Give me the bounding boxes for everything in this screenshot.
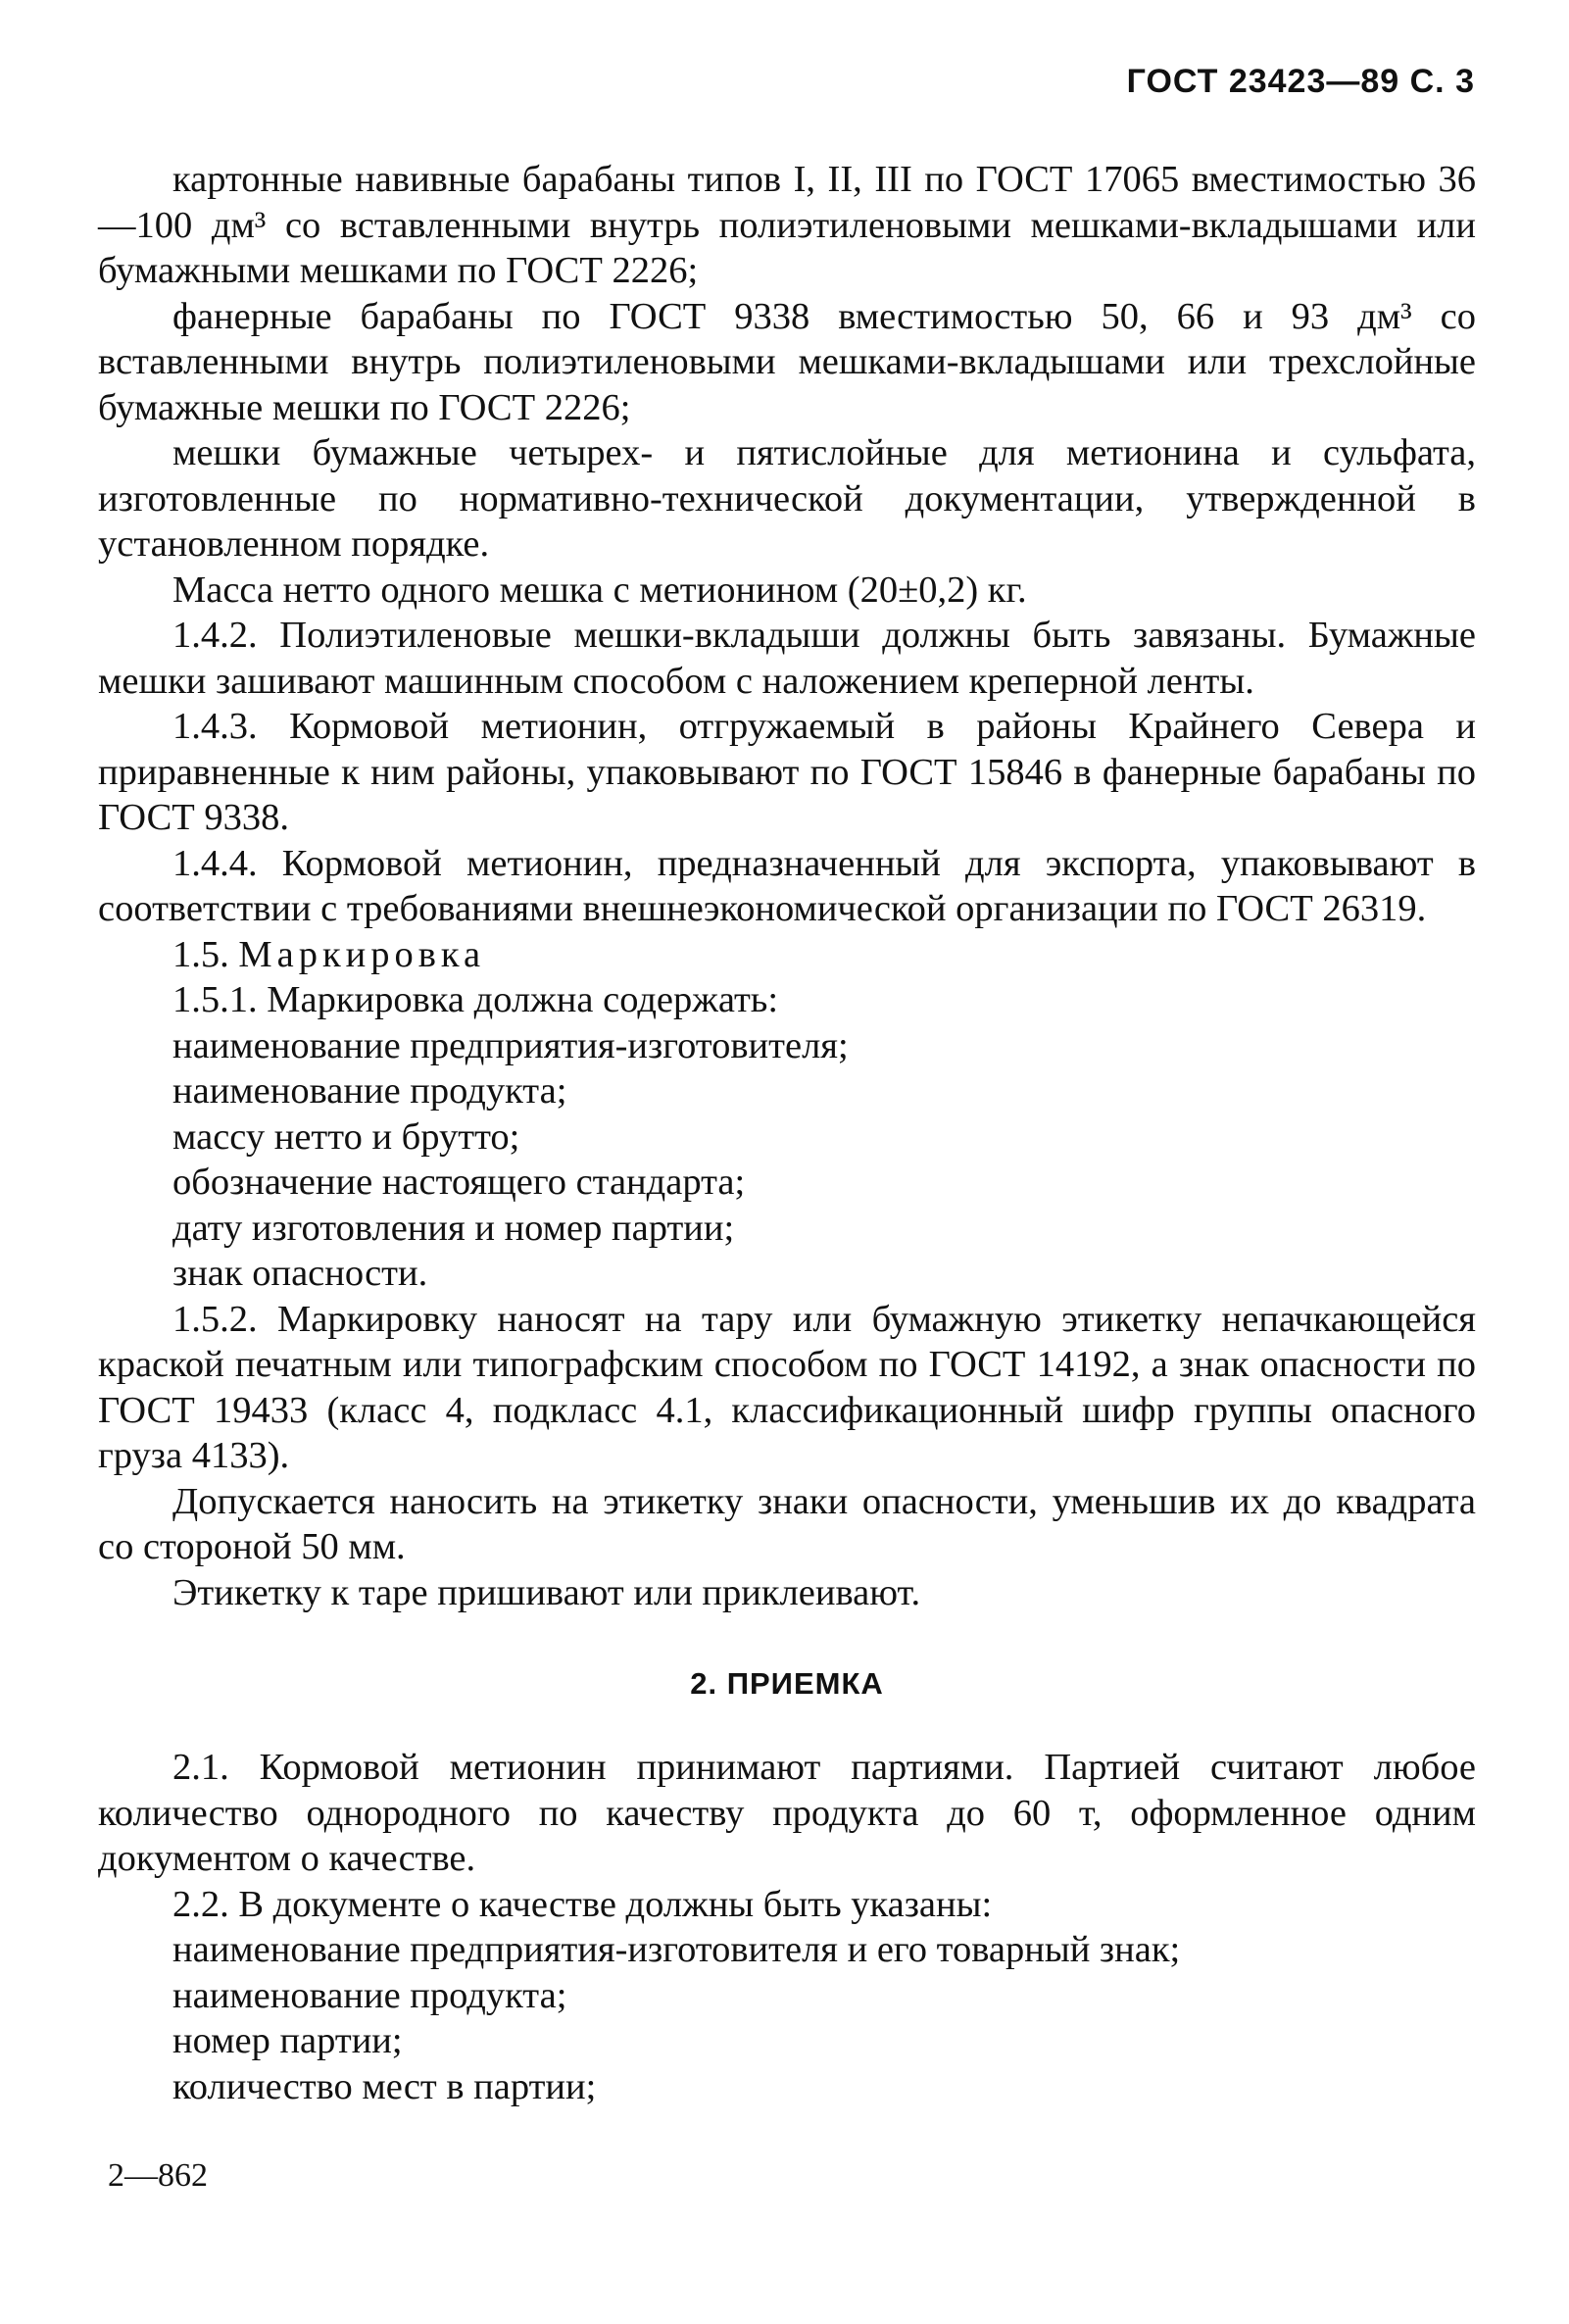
list-item: наименование предприятия-изготовителя и его товарный знак; xyxy=(172,1929,1181,1970)
paragraph: картонные навивные барабаны типов I, II, III по ГОСТ 17065 вместимостью 36—100 дм³ со вставленными внутрь полиэтиленовыми мешками-вкладышами или бумажными мешками по ГОСТ 2226; xyxy=(98,159,1476,291)
page-footer: 2—862 xyxy=(108,2157,208,2194)
paragraph: фанерные барабаны по ГОСТ 9338 вместимостью 50, 66 и 93 дм³ со вставленными внутрь полиэтиленовыми мешками-вкладышами или трехслойные бумажные мешки по ГОСТ 2226; xyxy=(98,295,1476,428)
list-item: наименование предприятия-изготовителя; xyxy=(172,1024,849,1066)
section-title: 2. ПРИЕМКА xyxy=(690,1666,884,1701)
document-body xyxy=(98,157,1476,2109)
paragraph: Этикетку к таре пришивают или приклеивают. xyxy=(172,1571,921,1613)
list-item: знак опасности. xyxy=(172,1253,428,1294)
paragraph: 1.4.3. Кормовой метионин, отгружаемый в районы Крайнего Севера и приравненные к ним районы, упаковывают по ГОСТ 15846 в фанерные барабаны по ГОСТ 9338. xyxy=(98,706,1476,838)
list-item: дату изготовления и номер партии; xyxy=(172,1207,735,1249)
paragraph: мешки бумажные четырех- и пятислойные для метионина и сульфата, изготовленные по нормативно-технической документации, утвержденной в установленном порядке. xyxy=(98,432,1476,565)
page-header: ГОСТ 23423—89 С. 3 xyxy=(1126,63,1475,100)
paragraph: 2.2. В документе о качестве должны быть указаны: xyxy=(172,1883,993,1925)
list-item: обозначение настоящего стандарта; xyxy=(172,1162,746,1203)
list-item: наименование продукта; xyxy=(172,1974,567,2016)
paragraph: 1.5.1. Маркировка должна содержать: xyxy=(172,979,779,1020)
paragraph: 1.5.2. Маркировку наносят на тару или бумажную этикетку непачкающейся краской печатным или типографским способом по ГОСТ 14192, а знак опасности по ГОСТ 19433 (класс 4, подкласс 4.1, классификационный шифр группы опасного груза 4133). xyxy=(98,1298,1476,1476)
subsection-number: 1.5. xyxy=(172,933,229,975)
subsection-heading xyxy=(172,932,1476,978)
paragraph: 1.4.4. Кормовой метионин, предназначенный для экспорта, упаковывают в соответствии с требованиями внешнеэкономической организации по ГОСТ 26319. xyxy=(98,842,1476,929)
paragraph: 1.4.2. Полиэтиленовые мешки-вкладыши должны быть завязаны. Бумажные мешки зашивают машинным способом с наложением креперной ленты. xyxy=(98,615,1476,702)
subsection-title: Маркировка xyxy=(238,933,486,975)
list-item: массу нетто и брутто; xyxy=(172,1115,520,1158)
list-item: номер партии; xyxy=(172,2020,403,2061)
paragraph: Масса нетто одного мешка с метионином (20±0,2) кг. xyxy=(172,569,1027,611)
paragraph: Допускается наносить на этикетку знаки опасности, уменьшив их до квадрата со стороной 50 мм. xyxy=(98,1480,1476,1567)
list-item: количество мест в партии; xyxy=(172,2065,597,2107)
paragraph: 2.1. Кормовой метионин принимают партиями. Партией считают любое количество однородного по качеству продукта до 60 т, оформленное одним документом о качестве. xyxy=(98,1747,1476,1879)
list-item: наименование продукта; xyxy=(172,1070,567,1112)
